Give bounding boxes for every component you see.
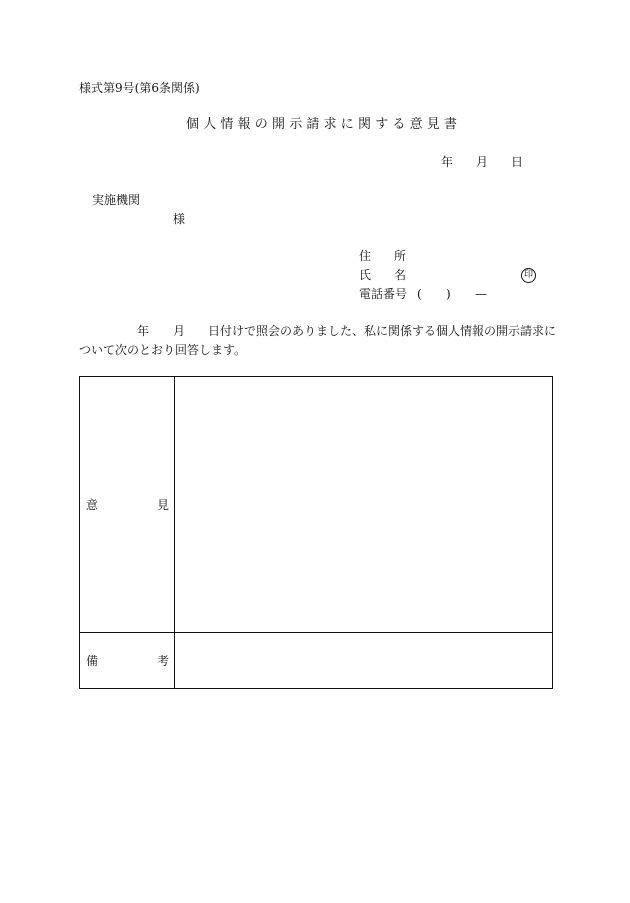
form-number: 様式第9号(第6条関係): [79, 81, 200, 95]
opinion-label: 意 見: [86, 498, 169, 512]
date-year: 年: [441, 155, 454, 169]
seal-mark: 印: [521, 268, 536, 283]
opinion-table: [79, 376, 553, 689]
remarks-input-cell[interactable]: [175, 633, 553, 689]
opinion-input-cell[interactable]: [175, 377, 553, 633]
body-line-2: ついて次のとおり回答します。: [79, 343, 247, 357]
date-month: 月: [476, 155, 489, 169]
recipient-honorific: 様: [173, 212, 186, 226]
date-day: 日: [511, 155, 524, 169]
body-year: 年: [137, 324, 150, 338]
opinion-row: [80, 377, 553, 633]
remarks-label: 備 考: [86, 654, 169, 668]
document-title: 個人情報の開示請求に関する意見書: [186, 117, 462, 132]
body-line-1: 日付けで照会のありました、私に関係する個人情報の開示請求に: [208, 324, 557, 338]
remarks-label-cell: [80, 633, 175, 689]
body-month: 月: [173, 324, 186, 338]
opinion-label-cell: [80, 377, 175, 633]
recipient-agency: 実施機関: [92, 193, 141, 207]
phone-paren-close: ): [446, 287, 451, 301]
phone-paren-open: (: [417, 287, 422, 301]
sender-address-label: 住 所: [359, 249, 406, 263]
remarks-row: [80, 633, 553, 689]
sender-name-label: 氏 名: [359, 268, 406, 282]
sender-phone-label: 電話番号: [359, 287, 408, 301]
phone-dash: —: [475, 287, 487, 301]
